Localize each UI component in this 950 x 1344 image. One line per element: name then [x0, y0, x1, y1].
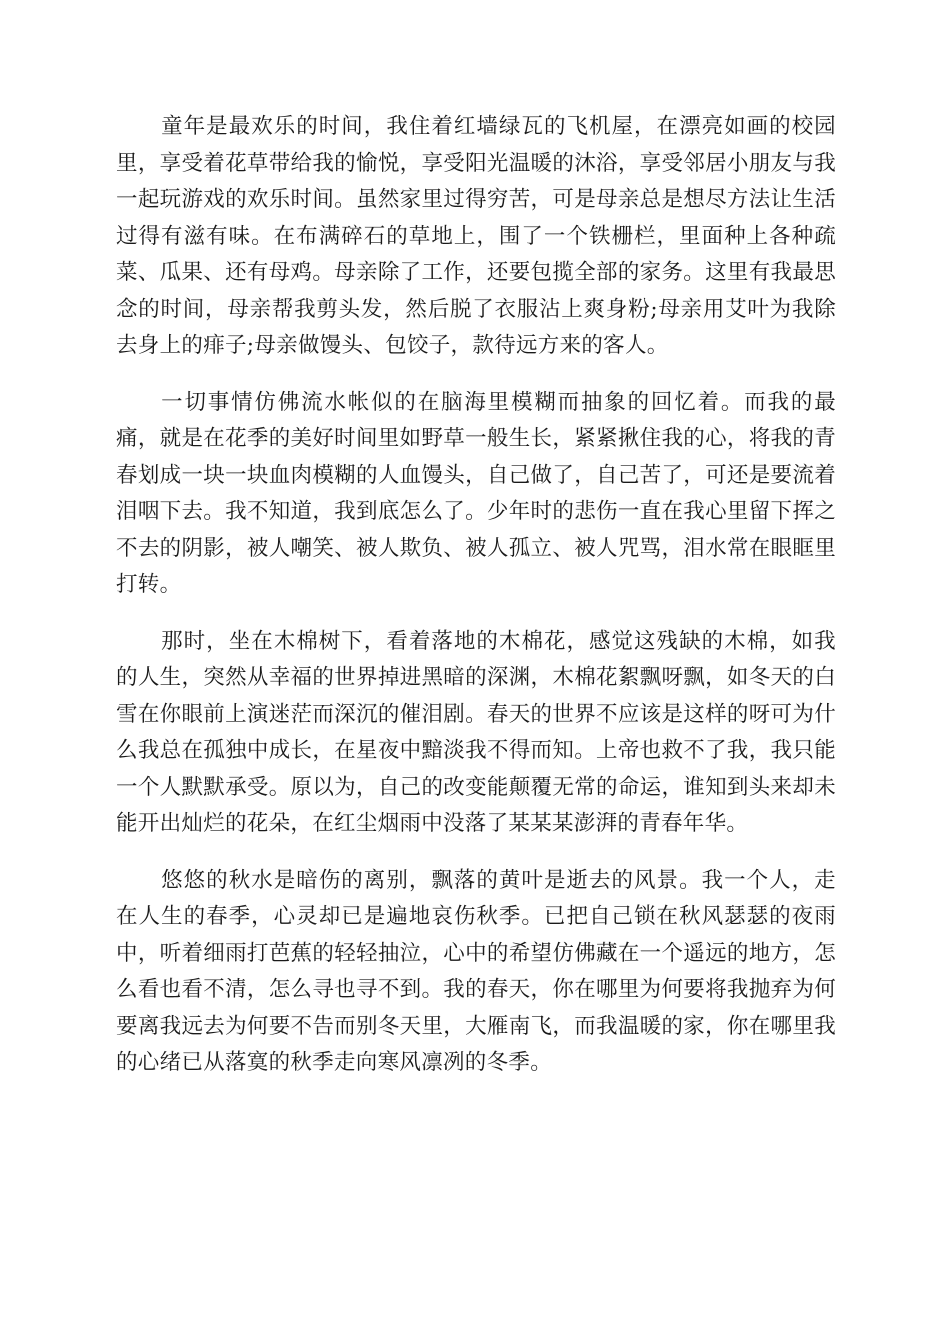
- paragraph-memories: 一切事情仿佛流水帐似的在脑海里模糊而抽象的回忆着。而我的最痛，就是在花季的美好时间里如野草一般生长，紧紧揪住我的心，将我的青春划成一块一块血肉模糊的人血馒头，自己做了，自己苦了，可还是要流着泪咽下去。我不知道，我到底怎么了。少年时的悲伤一直在我心里留下挥之不去的阴影，被人嘲笑、被人欺负、被人孤立、被人咒骂，泪水常在眼眶里打转。: [116, 389, 836, 597]
- paragraph-autumn-water: 悠悠的秋水是暗伤的离别，飘落的黄叶是逝去的风景。我一个人，走在人生的春季，心灵却已是遍地哀伤秋季。已把自己锁在秋风瑟瑟的夜雨中，听着细雨打芭蕉的轻轻抽泣，心中的希望仿佛藏在一个遥远的地方，怎么看也看不清，怎么寻也寻不到。我的春天，你在哪里为何要将我抛弃为何要离我远去为何要不告而别冬天里，大雁南飞，而我温暖的家，你在哪里我的心绪已从落寞的秋季走向寒风凛冽的冬季。: [116, 867, 836, 1075]
- paragraph-kapok-tree: 那时，坐在木棉树下，看着落地的木棉花，感觉这残缺的木棉，如我的人生，突然从幸福的世界掉进黑暗的深渊，木棉花絮飘呀飘，如冬天的白雪在你眼前上演迷茫而深沉的催泪剧。春天的世界不应该是这样的呀可为什么我总在孤独中成长，在星夜中黯淡我不得而知。上帝也救不了我，我只能一个人默默承受。原以为，自己的改变能颠覆无常的命运，谁知到头来却未能开出灿烂的花朵，在红尘烟雨中没落了某某某澎湃的青春年华。: [116, 628, 836, 836]
- paragraph-childhood: 童年是最欢乐的时间，我住着红墙绿瓦的飞机屋，在漂亮如画的校园里，享受着花草带给我的愉悦，享受阳光温暖的沐浴，享受邻居小朋友与我一起玩游戏的欢乐时间。虽然家里过得穷苦，可是母亲总是想尽方法让生活过得有滋有味。在布满碎石的草地上，围了一个铁栅栏，里面种上各种疏菜、瓜果、还有母鸡。母亲除了工作，还要包揽全部的家务。这里有我最思念的时间，母亲帮我剪头发，然后脱了衣服沾上爽身粉;母亲用艾叶为我除去身上的痱子;母亲做馒头、包饺子，款待远方来的客人。: [116, 114, 836, 358]
- document-body: [116, 109, 836, 1102]
